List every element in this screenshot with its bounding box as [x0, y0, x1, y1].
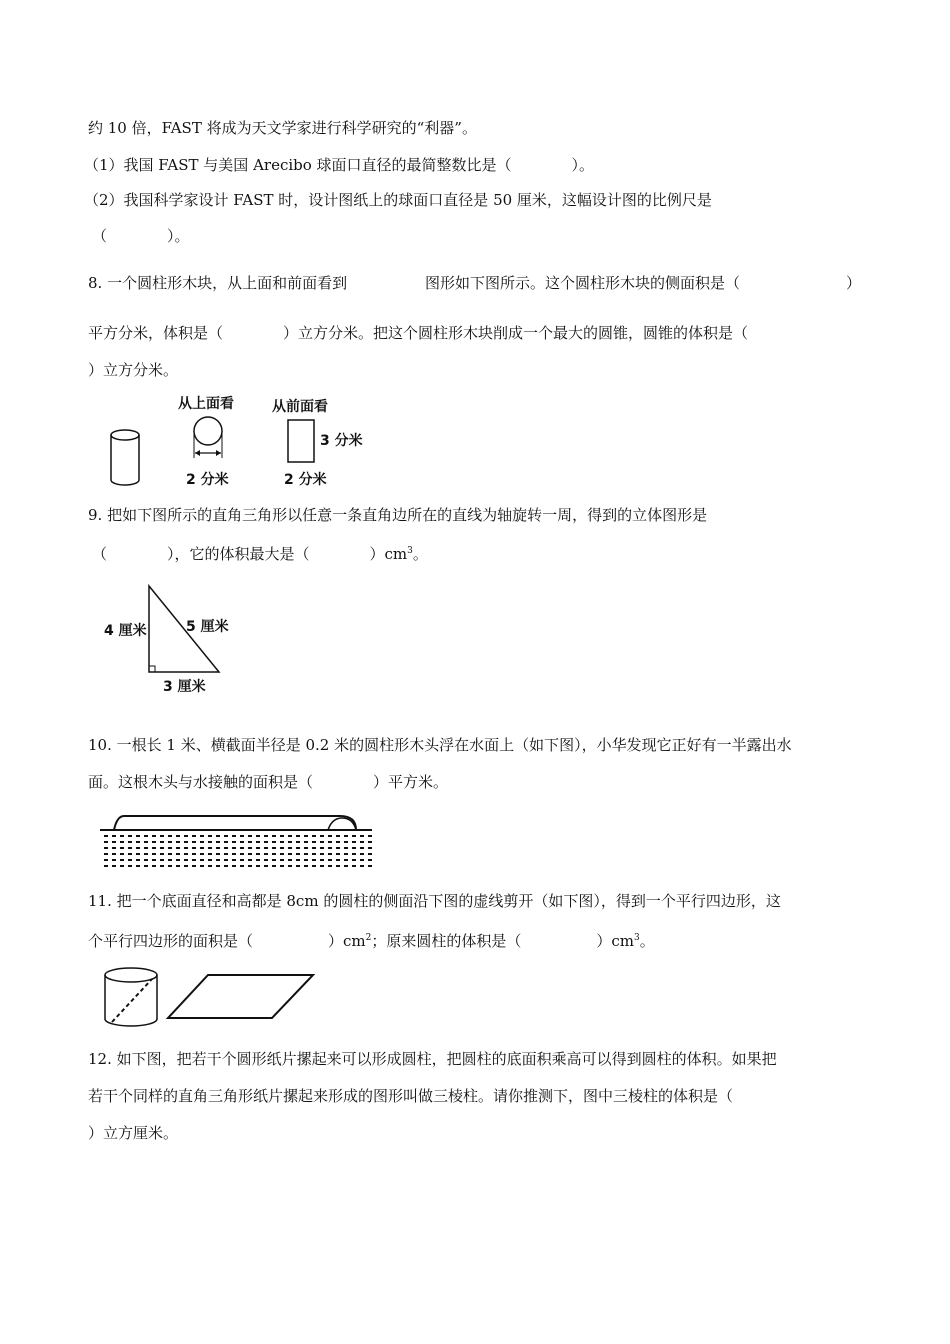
parallelogram-figure — [166, 972, 316, 1022]
question-8-line2: 平方分米，体积是（ ）立方分米。把这个圆柱形木块削成一个最大的圆锥，圆锥的体积是（ — [88, 324, 749, 342]
question-8-line1a: 8. 一个圆柱形木块，从上面和前面看到 — [88, 274, 348, 292]
front-view-title: 从前面看 — [272, 399, 328, 415]
question-11-line2-mid: ；原来圆柱的体积是（ ）cm — [371, 932, 635, 950]
top-view-circle — [190, 414, 230, 462]
front-view-width: 2 分米 — [284, 472, 327, 488]
question-12-line1: 12. 如下图，把若干个圆形纸片摞起来可以形成圆柱，把圆柱的底面积乘高可以得到圆柱的体积。如果把 — [88, 1050, 777, 1068]
cylinder-figure — [108, 428, 148, 488]
question-12-line3: ）立方厘米。 — [88, 1124, 179, 1142]
question-7-1: （1）我国 FAST 与美国 Arecibo 球面口直径的最简整数比是（ ）。 — [84, 156, 595, 174]
cubic-superscript: 3 — [407, 546, 413, 556]
top-view-width: 2 分米 — [186, 472, 229, 488]
question-11-line1: 11. 把一个底面直径和高都是 8cm 的圆柱的侧面沿下图的虚线剪开（如下图），得到一个平行四边形，这 — [88, 892, 781, 910]
question-7-2: （2）我国科学家设计 FAST 时，设计图纸上的球面口直径是 50 厘米，这幅设计图的比例尺是 — [84, 191, 712, 209]
question-9-line1: 9. 把如下图所示的直角三角形以任意一条直角边所在的直线为轴旋转一周，得到的立体图形是 — [88, 506, 708, 524]
intro-line: 约 10 倍，FAST 将成为天文学家进行科学研究的“利器”。 — [88, 119, 477, 137]
front-view-rectangle — [286, 418, 316, 464]
triangle-bottom-label: 3 厘米 — [163, 679, 206, 695]
question-8-line1c: ） — [846, 274, 862, 292]
triangle-hypotenuse-label: 5 厘米 — [186, 619, 229, 635]
question-8-line1b: 图形如下图所示。这个圆柱形木块的侧面积是（ — [425, 274, 741, 292]
square-superscript: 2 — [365, 933, 372, 943]
top-view-title: 从上面看 — [178, 396, 234, 412]
question-10-line2: 面。这根木头与水接触的面积是（ ）平方米。 — [88, 773, 449, 791]
question-9-line2 — [92, 541, 428, 564]
question-11-line2-text: 个平行四边形的面积是（ ）cm — [88, 932, 366, 950]
floating-log-figure — [100, 812, 375, 870]
question-8-line3: ）立方分米。 — [88, 361, 179, 379]
question-7-2-answer: （ ）。 — [92, 227, 190, 245]
triangle-left-label: 4 厘米 — [104, 623, 147, 639]
question-11-line2-end: 。 — [639, 932, 655, 950]
question-9-line2-text: （ ），它的体积最大是（ ）cm — [92, 545, 408, 563]
cylinder-cut-figure — [102, 966, 162, 1028]
front-view-height: 3 分米 — [320, 433, 363, 449]
question-10-line1: 10. 一根长 1 米、横截面半径是 0.2 米的圆柱形木头浮在水面上（如下图），小华发现它正好有一半露出水 — [88, 736, 792, 754]
question-9-line2-end: 。 — [412, 545, 428, 563]
question-11-line2 — [88, 928, 655, 951]
question-12-line2: 若干个同样的直角三角形纸片摞起来形成的图形叫做三棱柱。请你推测下，图中三棱柱的体积是（ — [88, 1087, 734, 1105]
cubic-superscript: 3 — [634, 933, 640, 943]
